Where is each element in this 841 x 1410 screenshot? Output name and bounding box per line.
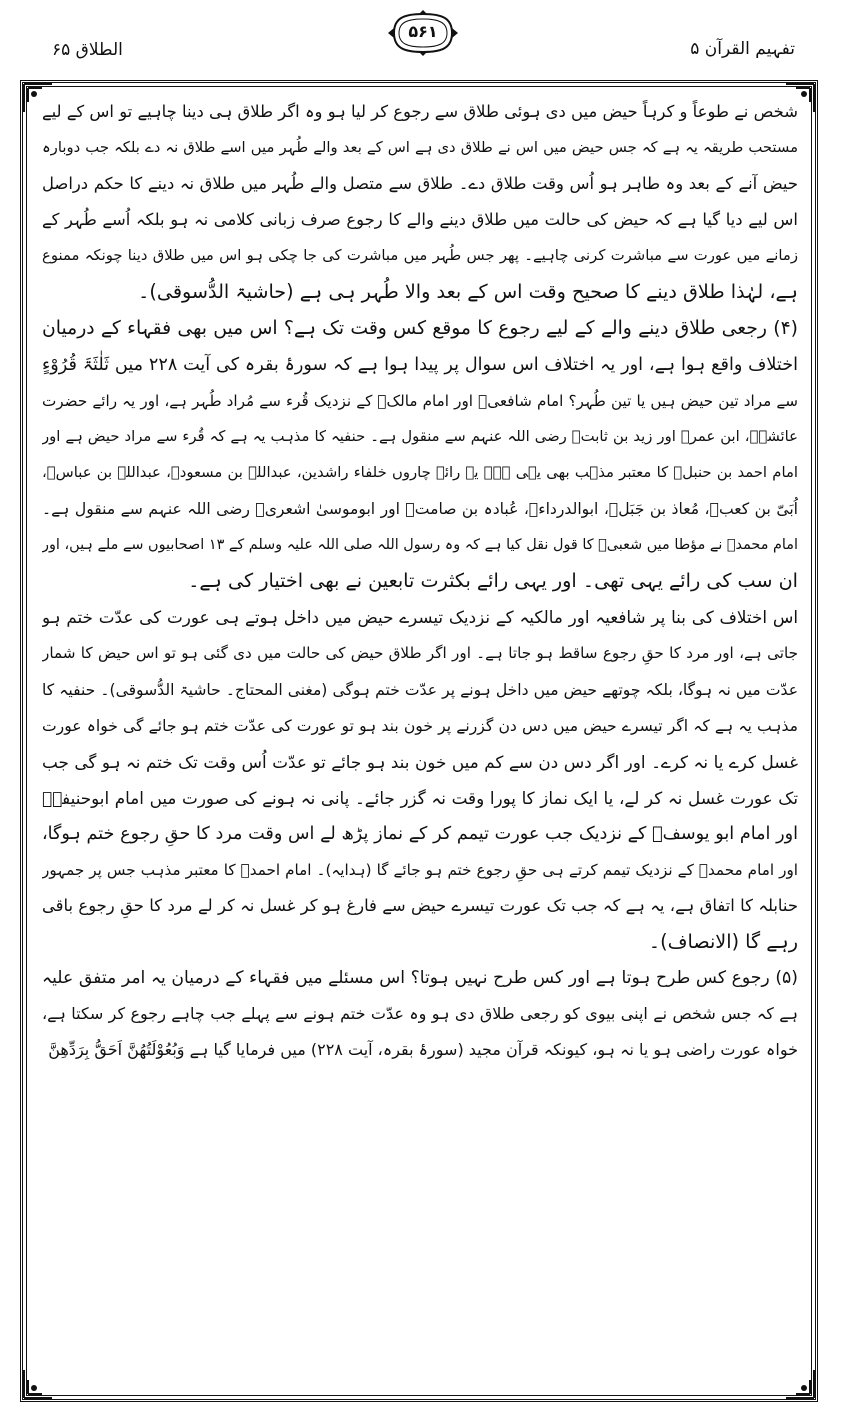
text-line: غسل کرے یا نہ کرے۔ اور اگر دس دن سے کم میں خون بند ہو جائے تو عدّت اُس وقت تک ختم نہ ہو گی جب <box>42 751 798 772</box>
text-line: امام محمدؒ نے مؤطا میں شعبیؒ کا قول نقل کیا ہے کہ وہ رسول اللہ صلی اللہ علیہ وسلم کے ۱۳ اصحابیوں سے ملے ہیں، اور <box>42 537 798 554</box>
text-line: اور امام ابو یوسفؒ کے نزدیک جب عورت تیمم کر کے نماز پڑھ لے اس وقت مرد کا حقِ رجوع ختم ہوگا، <box>42 823 798 844</box>
text-line: زمانے میں عورت سے مباشرت کرنی چاہیے۔ پھر جس طُہر میں مباشرت کی جا چکی ہو اس میں طلاق دینا چونکہ ممنوع <box>42 247 798 265</box>
text-line: ہے، لہٰذا طلاق دینے کا صحیح وقت اس کے بعد والا طُہر ہی ہے (حاشیۃ الدُّسوقی)۔ <box>138 280 798 304</box>
text-line: اور امام محمدؒ کے نزدیک تیمم کرتے ہی حقِ رجوع ختم ہو جائے گا (ہدایہ)۔ امام احمدؒ کا معتبر مذہب جس پر جمہور <box>42 860 798 879</box>
text-line: اس اختلاف کی بنا پر شافعیہ اور مالکیہ کے نزدیک تیسرے حیض میں داخل ہوتے ہی عورت کی عدّت ختم ہو <box>42 607 798 628</box>
running-head-book: تفہیم القرآن ۵ <box>690 39 795 59</box>
paragraph-4-ruju-time <box>42 311 798 600</box>
text-line: عدّت میں نہ ہوگا، بلکہ چوتھے حیض میں داخل ہونے پر عدّت ختم ہوگی (مغنی المحتاج۔ حاشیۃ الدُّسوقی)۔ حنفیہ کا <box>42 680 798 699</box>
text-line: اُبَیّ بن کعبؓ، مُعاذ بن جَبَلؓ، ابوالدرداءؓ، عُبادہ بن صامتؓ اور ابوموسیٰ اشعریؓ رضی اللہ عنہم سے منقول ہے۔ <box>42 500 798 519</box>
paragraph-iddat-end <box>42 599 798 960</box>
text-line: جاتی ہے، اور مرد کا حقِ رجوع ساقط ہو جاتا ہے۔ اور اگر طلاق حیض کی حالت میں دی گئی ہو تو اس حیض کا شمار <box>42 644 798 663</box>
text-line: تک عورت غسل نہ کر لے، یا ایک نماز کا پورا وقت نہ گزر جائے۔ پانی نہ ہونے کی صورت میں امام ابوحنیفہؒ <box>42 787 798 808</box>
corner-ornament-icon <box>776 1360 816 1400</box>
text-line: رہے گا (الانصاف)۔ <box>648 930 798 954</box>
paragraph-5-ruju-method <box>42 960 798 1068</box>
text-line: اس لیے دیا گیا ہے کہ حیض کی حالت میں طلاق دینے والے کا رجوع صرف زبانی کلامی نہ ہو بلکہ اُسے طُہر کے <box>42 210 798 230</box>
page-header <box>0 0 841 78</box>
text-line: عائشہؓ، ابن عمرؓ اور زید بن ثابتؓ رضی اللہ عنہم سے منقول ہے۔ حنفیہ کا مذہب یہ ہے کہ قُرء سے مراد حیض ہے اور <box>42 427 798 445</box>
commentary-body <box>42 94 798 1069</box>
text-line: مستحب طریقہ یہ ہے کہ جس حیض میں اس نے طلاق دی ہے اس کے بعد والے طُہر میں اسے طلاق نہ دے بلکہ جب دوبارہ <box>42 139 798 157</box>
running-head-surah: الطلاق ۶۵ <box>52 40 123 60</box>
text-line: (۵) رجوع کس طرح ہوتا ہے اور کس طرح نہیں ہوتا؟ اس مسئلے میں فقہاء کے درمیان یہ امر متفق علیہ <box>42 968 798 989</box>
text-line: مذہب یہ ہے کہ اگر تیسرے حیض میں دس دن گزرنے پر خون بند ہو تو عورت کی عدّت ختم ہو جائے گی خواہ عورت <box>42 716 798 735</box>
corner-ornament-icon <box>22 1360 62 1400</box>
text-line: سے مراد تین حیض ہیں یا تین طُہر؟ امام شافعیؒ اور امام مالکؒ کے نزدیک قُرء سے مُراد طُہر ہے، اور یہ رائے حضرت <box>42 391 798 410</box>
page-number: ۵۶۱ <box>408 22 438 41</box>
text-line: اختلاف واقع ہوا ہے، اور یہ اختلاف اس سوال پر پیدا ہوا ہے کہ سورۂ بقرہ کی آیت ۲۲۸ میں ثَلٰثَۃَ قُرُوْءٍ <box>42 354 798 375</box>
text-line: خواہ عورت راضی ہو یا نہ ہو، کیونکہ قرآن مجید (سورۂ بقرہ، آیت ۲۲۸) میں فرمایا گیا ہے وَبُعُوْلَتُهُنَّ اَحَقُّ بِرَدِّهِنَّ <box>48 1040 798 1060</box>
text-line: حیض آنے کے بعد وہ طاہر ہو اُس وقت طلاق دے۔ طلاق سے متصل والے طُہر میں طلاق نہ دینے کا حکم دراصل <box>42 174 798 194</box>
text-line: (۴) رجعی طلاق دینے والے کے لیے رجوع کا موقع کس وقت تک ہے؟ اس میں بھی فقہاء کے درمیان <box>42 317 798 339</box>
text-line: شخص نے طوعاً و کرہاً حیض میں دی ہوئی طلاق سے رجوع کر لیا ہو وہ اگر طلاق ہی دینا چاہیے تو اس کے لیے <box>42 102 798 121</box>
text-line: امام احمد بن حنبلؒ کا معتبر مذہب بھی یہی ہے۔ یہ رائے چاروں خلفاء راشدین، عبداللہ بن مسعودؓ، عبداللہ بن عباسؓ، <box>42 463 798 481</box>
text-line: ان سب کی رائے یہی تھی۔ اور یہی رائے بکثرت تابعین نے بھی اختیار کی ہے۔ <box>188 569 798 593</box>
text-line: حنابلہ کا اتفاق ہے، یہ ہے کہ جب تک عورت تیسرے حیض سے فارغ ہو کر غسل نہ کر لے مرد کا حقِ رجوع باقی <box>42 896 798 916</box>
text-line: ہے کہ جس شخص نے اپنی بیوی کو رجعی طلاق دی ہو وہ عدّت ختم ہونے سے پہلے جب چاہے رجوع کر سکتا ہے، <box>42 1004 798 1024</box>
paragraph-tahara-after-haiz <box>42 94 798 311</box>
